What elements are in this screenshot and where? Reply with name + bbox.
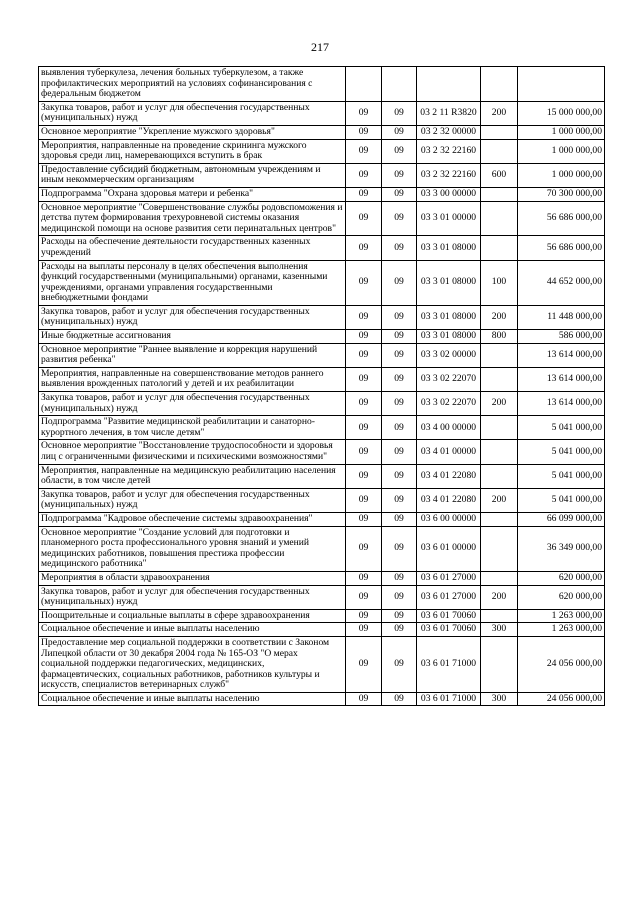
amount-cell (518, 67, 605, 102)
amount-cell: 586 000,00 (518, 330, 605, 344)
subsection-code-cell: 09 (382, 585, 417, 609)
section-code-cell: 09 (346, 201, 382, 236)
table-row (39, 585, 605, 609)
target-article-cell: 03 3 01 08000 (417, 236, 481, 260)
target-article-cell: 03 3 02 22070 (417, 392, 481, 416)
row-name-cell: Закупка товаров, работ и услуг для обеспечения государственных (муниципальных) нужд (39, 101, 346, 125)
table-row (39, 692, 605, 706)
row-name-cell: Иные бюджетные ассигнования (39, 330, 346, 344)
target-article-cell: 03 6 01 70060 (417, 623, 481, 637)
expense-type-cell: 100 (481, 260, 518, 305)
table-row (39, 488, 605, 512)
amount-cell: 1 000 000,00 (518, 163, 605, 187)
row-name-cell: Основное мероприятие "Совершенствование службы родовспоможения и детства путем формирования трехуровневой системы оказания медицинской помощи на основе развития сети перинатальных центров" (39, 201, 346, 236)
expense-type-cell (481, 440, 518, 464)
section-code-cell: 09 (346, 367, 382, 391)
page-number: 217 (311, 40, 329, 54)
table-row (39, 623, 605, 637)
expense-type-cell: 300 (481, 692, 518, 706)
subsection-code-cell: 09 (382, 571, 417, 585)
row-name-cell: Подпрограмма "Кадровое обеспечение системы здравоохранения" (39, 512, 346, 526)
expense-type-cell: 200 (481, 305, 518, 329)
expense-type-cell (481, 67, 518, 102)
subsection-code-cell: 09 (382, 330, 417, 344)
amount-cell: 44 652 000,00 (518, 260, 605, 305)
subsection-code-cell: 09 (382, 440, 417, 464)
table-row (39, 260, 605, 305)
target-article-cell: 03 3 01 00000 (417, 201, 481, 236)
subsection-code-cell: 09 (382, 260, 417, 305)
amount-cell: 5 041 000,00 (518, 464, 605, 488)
target-article-cell: 03 4 01 00000 (417, 440, 481, 464)
table-row (39, 163, 605, 187)
table-row (39, 416, 605, 440)
amount-cell: 5 041 000,00 (518, 440, 605, 464)
subsection-code-cell: 09 (382, 101, 417, 125)
amount-cell: 5 041 000,00 (518, 416, 605, 440)
target-article-cell: 03 6 01 00000 (417, 526, 481, 571)
target-article-cell: 03 6 01 71000 (417, 636, 481, 692)
row-name-cell: Основное мероприятие "Укрепление мужского здоровья" (39, 125, 346, 139)
target-article-cell: 03 3 02 22070 (417, 367, 481, 391)
section-code-cell: 09 (346, 609, 382, 623)
budget-table (38, 66, 605, 706)
expense-type-cell (481, 367, 518, 391)
subsection-code-cell: 09 (382, 367, 417, 391)
amount-cell: 36 349 000,00 (518, 526, 605, 571)
section-code-cell: 09 (346, 464, 382, 488)
row-name-cell: Поощрительные и социальные выплаты в сфере здравоохранения (39, 609, 346, 623)
subsection-code-cell: 09 (382, 526, 417, 571)
table-row (39, 101, 605, 125)
amount-cell: 24 056 000,00 (518, 636, 605, 692)
section-code-cell: 09 (346, 125, 382, 139)
amount-cell: 5 041 000,00 (518, 488, 605, 512)
expense-type-cell: 200 (481, 585, 518, 609)
table-row (39, 367, 605, 391)
amount-cell: 15 000 000,00 (518, 101, 605, 125)
row-name-cell: Закупка товаров, работ и услуг для обеспечения государственных (муниципальных) нужд (39, 392, 346, 416)
expense-type-cell (481, 609, 518, 623)
row-name-cell: Расходы на обеспечение деятельности государственных казенных учреждений (39, 236, 346, 260)
section-code-cell: 09 (346, 623, 382, 637)
target-article-cell: 03 6 01 70060 (417, 609, 481, 623)
row-name-cell: Мероприятия, направленные на проведение скрининга мужского здоровья среди лиц, намеревающихся вступить в брак (39, 139, 346, 163)
amount-cell: 11 448 000,00 (518, 305, 605, 329)
row-name-cell: Подпрограмма "Развитие медицинской реабилитации и санаторно-курортного лечения, в том числе детям" (39, 416, 346, 440)
amount-cell: 13 614 000,00 (518, 343, 605, 367)
row-name-cell: Подпрограмма "Охрана здоровья матери и ребенка" (39, 187, 346, 201)
subsection-code-cell: 09 (382, 512, 417, 526)
section-code-cell: 09 (346, 187, 382, 201)
subsection-code-cell: 09 (382, 343, 417, 367)
section-code-cell (346, 67, 382, 102)
table-row (39, 526, 605, 571)
table-row (39, 67, 605, 102)
row-name-cell: Мероприятия, направленные на совершенствование методов раннего выявления врожденных патологий у детей и их реабилитации (39, 367, 346, 391)
target-article-cell: 03 4 00 00000 (417, 416, 481, 440)
table-row (39, 125, 605, 139)
target-article-cell: 03 6 01 71000 (417, 692, 481, 706)
expense-type-cell (481, 187, 518, 201)
row-name-cell: Основное мероприятие "Создание условий для подготовки и планомерного роста профессионального уровня знаний и умений медицинских работников, повышения престижа профессии медицинского работника" (39, 526, 346, 571)
subsection-code-cell: 09 (382, 636, 417, 692)
expense-type-cell: 600 (481, 163, 518, 187)
table-row (39, 201, 605, 236)
amount-cell: 66 099 000,00 (518, 512, 605, 526)
row-name-cell: Мероприятия в области здравоохранения (39, 571, 346, 585)
amount-cell: 70 300 000,00 (518, 187, 605, 201)
expense-type-cell: 300 (481, 623, 518, 637)
target-article-cell: 03 4 01 22080 (417, 464, 481, 488)
expense-type-cell (481, 343, 518, 367)
subsection-code-cell: 09 (382, 187, 417, 201)
section-code-cell: 09 (346, 305, 382, 329)
table-row (39, 305, 605, 329)
amount-cell: 1 000 000,00 (518, 125, 605, 139)
table-row (39, 512, 605, 526)
section-code-cell: 09 (346, 163, 382, 187)
subsection-code-cell: 09 (382, 201, 417, 236)
section-code-cell: 09 (346, 585, 382, 609)
table-row (39, 464, 605, 488)
target-article-cell: 03 3 00 00000 (417, 187, 481, 201)
section-code-cell: 09 (346, 260, 382, 305)
subsection-code-cell: 09 (382, 623, 417, 637)
section-code-cell: 09 (346, 139, 382, 163)
row-name-cell: Мероприятия, направленные на медицинскую реабилитацию населения области, в том числе детей (39, 464, 346, 488)
subsection-code-cell: 09 (382, 125, 417, 139)
expense-type-cell (481, 139, 518, 163)
expense-type-cell: 800 (481, 330, 518, 344)
target-article-cell: 03 6 01 27000 (417, 585, 481, 609)
amount-cell: 620 000,00 (518, 571, 605, 585)
subsection-code-cell: 09 (382, 236, 417, 260)
section-code-cell: 09 (346, 343, 382, 367)
target-article-cell: 03 6 01 27000 (417, 571, 481, 585)
table-row (39, 571, 605, 585)
expense-type-cell: 200 (481, 101, 518, 125)
table-body (39, 67, 605, 706)
subsection-code-cell: 09 (382, 139, 417, 163)
row-name-cell: Закупка товаров, работ и услуг для обеспечения государственных (муниципальных) нужд (39, 585, 346, 609)
expense-type-cell (481, 512, 518, 526)
expense-type-cell: 200 (481, 488, 518, 512)
subsection-code-cell: 09 (382, 163, 417, 187)
expense-type-cell (481, 416, 518, 440)
target-article-cell: 03 3 02 00000 (417, 343, 481, 367)
subsection-code-cell: 09 (382, 692, 417, 706)
expense-type-cell (481, 201, 518, 236)
table-row (39, 440, 605, 464)
amount-cell: 56 686 000,00 (518, 201, 605, 236)
expense-type-cell (481, 636, 518, 692)
table-row (39, 139, 605, 163)
amount-cell: 13 614 000,00 (518, 367, 605, 391)
subsection-code-cell: 09 (382, 392, 417, 416)
amount-cell: 1 263 000,00 (518, 609, 605, 623)
row-name-cell: Закупка товаров, работ и услуг для обеспечения государственных (муниципальных) нужд (39, 488, 346, 512)
section-code-cell: 09 (346, 236, 382, 260)
row-name-cell: выявления туберкулеза, лечения больных туберкулезом, а также профилактических мероприятий на условиях софинансирования с федеральным бюджетом (39, 67, 346, 102)
row-name-cell: Расходы на выплаты персоналу в целях обеспечения выполнения функций государственными (муниципальными) органами, казенными учреждениями, органами управления государственными внебюджетными фондами (39, 260, 346, 305)
section-code-cell: 09 (346, 330, 382, 344)
expense-type-cell (481, 571, 518, 585)
subsection-code-cell (382, 67, 417, 102)
section-code-cell: 09 (346, 636, 382, 692)
amount-cell: 13 614 000,00 (518, 392, 605, 416)
subsection-code-cell: 09 (382, 488, 417, 512)
section-code-cell: 09 (346, 416, 382, 440)
target-article-cell: 03 3 01 08000 (417, 330, 481, 344)
amount-cell: 24 056 000,00 (518, 692, 605, 706)
row-name-cell: Социальное обеспечение и иные выплаты населению (39, 692, 346, 706)
amount-cell: 620 000,00 (518, 585, 605, 609)
row-name-cell: Предоставление субсидий бюджетным, автономным учреждениям и иным некоммерческим организациям (39, 163, 346, 187)
expense-type-cell (481, 464, 518, 488)
target-article-cell: 03 2 32 22160 (417, 163, 481, 187)
row-name-cell: Предоставление мер социальной поддержки в соответствии с Законом Липецкой области от 30 декабря 2004 года № 165-ОЗ "О мерах социальной поддержки педагогических, медицинских, фармацевтических, социальных работников, работников культуры и искусств, специалистов ветеринарных служб" (39, 636, 346, 692)
section-code-cell: 09 (346, 692, 382, 706)
target-article-cell: 03 2 32 22160 (417, 139, 481, 163)
section-code-cell: 09 (346, 101, 382, 125)
section-code-cell: 09 (346, 526, 382, 571)
amount-cell: 56 686 000,00 (518, 236, 605, 260)
section-code-cell: 09 (346, 512, 382, 526)
table-row (39, 187, 605, 201)
table-row (39, 392, 605, 416)
table-row (39, 330, 605, 344)
target-article-cell: 03 3 01 08000 (417, 305, 481, 329)
table-row (39, 609, 605, 623)
target-article-cell: 03 3 01 08000 (417, 260, 481, 305)
table-row (39, 343, 605, 367)
target-article-cell: 03 2 11 R3820 (417, 101, 481, 125)
expense-type-cell (481, 526, 518, 571)
target-article-cell: 03 4 01 22080 (417, 488, 481, 512)
subsection-code-cell: 09 (382, 464, 417, 488)
section-code-cell: 09 (346, 488, 382, 512)
subsection-code-cell: 09 (382, 305, 417, 329)
amount-cell: 1 000 000,00 (518, 139, 605, 163)
expense-type-cell (481, 236, 518, 260)
amount-cell: 1 263 000,00 (518, 623, 605, 637)
subsection-code-cell: 09 (382, 609, 417, 623)
expense-type-cell: 200 (481, 392, 518, 416)
section-code-cell: 09 (346, 392, 382, 416)
target-article-cell: 03 6 00 00000 (417, 512, 481, 526)
row-name-cell: Закупка товаров, работ и услуг для обеспечения государственных (муниципальных) нужд (39, 305, 346, 329)
row-name-cell: Социальное обеспечение и иные выплаты населению (39, 623, 346, 637)
section-code-cell: 09 (346, 440, 382, 464)
expense-type-cell (481, 125, 518, 139)
section-code-cell: 09 (346, 571, 382, 585)
row-name-cell: Основное мероприятие "Восстановление трудоспособности и здоровья лиц с ограниченными физическими и психическими возможностями" (39, 440, 346, 464)
table-row (39, 236, 605, 260)
row-name-cell: Основное мероприятие "Раннее выявление и коррекция нарушений развития ребенка" (39, 343, 346, 367)
target-article-cell (417, 67, 481, 102)
table-row (39, 636, 605, 692)
subsection-code-cell: 09 (382, 416, 417, 440)
target-article-cell: 03 2 32 00000 (417, 125, 481, 139)
